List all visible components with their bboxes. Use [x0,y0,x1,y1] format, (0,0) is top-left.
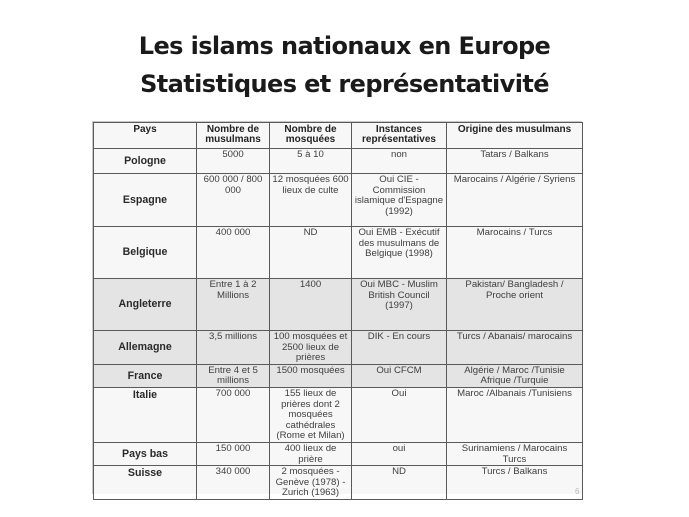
cell-country: Belgique [94,227,197,279]
cell-origin: Maroc /Albanais /Tunisiens [447,387,583,442]
cell-country: France [94,364,197,387]
cell-instances: non [352,149,447,174]
table-row [94,331,583,365]
cell-muslims: Entre 1 à 2 Millions [197,279,270,331]
cell-instances: ND [352,466,447,500]
cell-mosques: 1500 mosquées [270,364,352,387]
cell-country: Espagne [94,174,197,227]
cell-mosques: 1400 [270,279,352,331]
cell-mosques: 400 lieux de prière [270,442,352,465]
statistics-table [93,122,583,500]
cell-country: Suisse [94,466,197,500]
cell-instances: DIK - En cours [352,331,447,365]
statistics-table-container [92,121,582,499]
cell-origin: Turcs / Balkans [447,466,583,500]
cell-muslims: 5000 [197,149,270,174]
header-origine-musulmans: Origine des musulmans [447,123,583,149]
cell-instances: Oui CFCM [352,364,447,387]
cell-muslims: Entre 4 et 5 millions [197,364,270,387]
cell-mosques: 12 mosquées 600 lieux de culte [270,174,352,227]
slide-title [0,27,689,103]
table-row [94,149,583,174]
cell-muslims: 700 000 [197,387,270,442]
cell-origin: Pakistan/ Bangladesh / Proche orient [447,279,583,331]
table-row [94,174,583,227]
cell-origin: Marocains / Algérie / Syriens [447,174,583,227]
cell-mosques: 2 mosquées -Genève (1978) -Zurich (1963) [270,466,352,500]
header-nombre-musulmans: Nombre de musulmans [197,123,270,149]
title-line-1: Les islams nationaux en Europe [138,32,551,60]
cell-origin: Tatars / Balkans [447,149,583,174]
cell-origin: Algérie / Maroc /Tunisie Afrique /Turquie [447,364,583,387]
header-pays: Pays [94,123,197,149]
cell-country: Pays bas [94,442,197,465]
table-row [94,227,583,279]
cell-instances: Oui EMB - Exécutif des musulmans de Belgique (1998) [352,227,447,279]
cell-instances: oui [352,442,447,465]
table-row [94,364,583,387]
cell-origin: Turcs / Abanais/ marocains [447,331,583,365]
cell-mosques: ND [270,227,352,279]
cell-muslims: 3,5 millions [197,331,270,365]
cell-mosques: 5 à 10 [270,149,352,174]
header-instances-representatives: Instances représentatives [352,123,447,149]
cell-country: Pologne [94,149,197,174]
cell-country: Allemagne [94,331,197,365]
cell-instances: Oui [352,387,447,442]
cell-muslims: 340 000 [197,466,270,500]
table-row [94,442,583,465]
cell-origin: Marocains / Turcs [447,227,583,279]
cell-muslims: 150 000 [197,442,270,465]
cell-instances: Oui CIE - Commission islamique d'Espagne (1992) [352,174,447,227]
cell-country: Italie [94,387,197,442]
cell-mosques: 100 mosquées et 2500 lieux de prières [270,331,352,365]
cell-muslims: 400 000 [197,227,270,279]
table-row [94,279,583,331]
table-row [94,387,583,442]
cell-muslims: 600 000 / 800 000 [197,174,270,227]
table-header-row [94,123,583,149]
header-nombre-mosquees: Nombre de mosquées [270,123,352,149]
cell-origin: Surinamiens / Marocains Turcs [447,442,583,465]
cell-instances: Oui MBC - Muslim British Council (1997) [352,279,447,331]
cell-country: Angleterre [94,279,197,331]
table-row [94,466,583,500]
page-number: 6 [575,487,580,496]
cell-mosques: 155 lieux de prières dont 2 mosquées cathédrales (Rome et Milan) [270,387,352,442]
title-line-2: Statistiques et représentativité [140,70,549,98]
